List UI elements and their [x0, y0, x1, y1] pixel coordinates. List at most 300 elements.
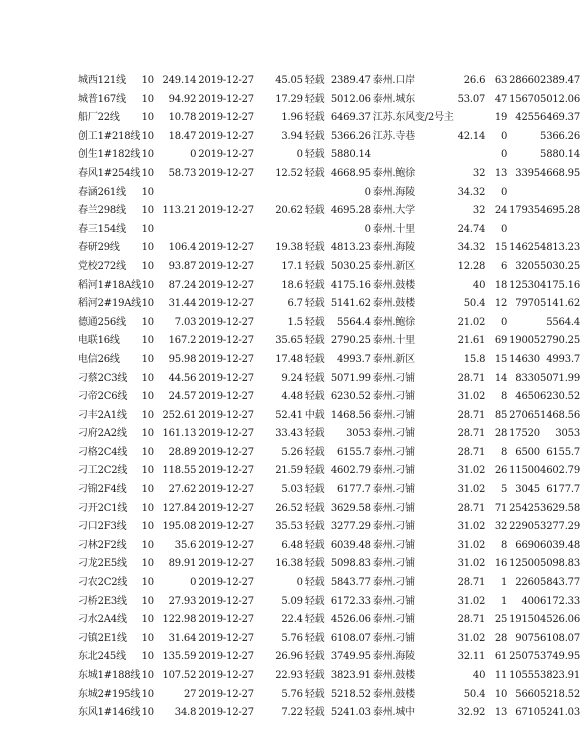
cell-11-cell: 3045	[515, 484, 540, 496]
capacity-cell: 0	[364, 223, 371, 235]
cell-9-cell: 31.02	[457, 558, 486, 570]
capacity-cell: 4993.7	[336, 353, 371, 365]
cell-12-cell: 5843.77	[540, 577, 580, 589]
cell-12-cell: 4695.28	[540, 205, 580, 217]
capacity-cell: 6108.07	[330, 632, 371, 644]
load-status-cell: 轻载	[304, 428, 325, 440]
voltage-cell: 10	[141, 521, 154, 533]
table-row	[78, 574, 580, 593]
cell-12-cell: 5098.83	[540, 558, 580, 570]
load-rate-cell: 20.62	[275, 205, 303, 217]
cell-10-cell: 14	[494, 372, 508, 384]
load-rate-cell: 45.05	[275, 75, 303, 86]
cell-12-cell: 3823.91	[540, 670, 580, 681]
load-status-cell: 轻载	[304, 205, 325, 217]
cell-12-cell	[540, 221, 580, 240]
line-name-cell: 刁丰2A1线	[78, 409, 127, 421]
cell-10-cell: 28	[494, 428, 508, 440]
capacity-cell: 5366.26	[330, 130, 371, 142]
table-row	[78, 184, 580, 203]
load-rate-cell	[254, 184, 303, 203]
substation-cell: 泰州.海陵	[372, 242, 415, 254]
table-row	[78, 128, 580, 147]
line-name-cell: 刁水2A4线	[78, 614, 127, 626]
cell-12-cell: 5366.26	[540, 130, 580, 142]
cell-10-cell: 8	[501, 391, 508, 403]
load-rate-cell: 35.65	[275, 335, 303, 347]
load-status-cell: 轻载	[304, 353, 325, 365]
cell-12-cell: 5880.14	[540, 149, 580, 161]
load-status-cell: 轻载	[304, 465, 325, 477]
table-row	[78, 686, 580, 705]
load-value-cell: 94.92	[168, 93, 197, 105]
line-name-cell: 创生1#182线	[78, 149, 141, 161]
load-status-cell: 轻载	[304, 372, 325, 384]
load-value-cell: 113.21	[162, 205, 197, 217]
capacity-cell: 6155.7	[336, 446, 371, 458]
load-rate-cell: 5.26	[281, 446, 303, 458]
line-name-cell: 刁帝2C6线	[78, 391, 128, 403]
table-row	[78, 72, 580, 91]
load-value-cell: 28.89	[168, 446, 197, 458]
cell-9-cell: 32	[472, 205, 486, 217]
capacity-cell: 2790.25	[330, 335, 371, 347]
voltage-cell: 10	[141, 130, 154, 142]
cell-10-cell: 1	[501, 595, 508, 607]
cell-9-cell: 28.71	[457, 409, 486, 421]
load-status-cell: 中载	[304, 409, 325, 421]
cell-10-cell: 18	[494, 279, 508, 291]
load-value-cell: 93.87	[168, 260, 197, 272]
table-row	[78, 109, 580, 128]
cell-9-cell: 28.71	[457, 428, 486, 440]
capacity-cell: 3277.29	[330, 521, 371, 533]
substation-cell: 泰州.城中	[372, 707, 415, 719]
load-status-cell: 轻载	[304, 707, 325, 719]
date-cell: 2019-12-27	[198, 465, 254, 477]
load-rate-cell: 17.1	[281, 260, 303, 272]
capacity-cell: 5071.99	[330, 372, 371, 384]
load-rate-cell: 4.48	[281, 391, 303, 403]
capacity-cell: 5880.14	[330, 149, 371, 161]
cell-12-cell: 4813.23	[540, 242, 580, 254]
date-cell: 2019-12-27	[198, 502, 254, 514]
substation-cell: 泰州.刁铺	[372, 391, 415, 403]
date-cell: 2019-12-27	[198, 316, 254, 328]
load-value-cell: 31.64	[168, 632, 197, 644]
cell-11-cell: 2260	[515, 577, 540, 589]
cell-11-cell	[507, 146, 540, 165]
voltage-cell: 10	[141, 279, 154, 291]
cell-9-cell: 42.14	[457, 130, 486, 142]
load-status-cell: 轻载	[304, 279, 325, 291]
substation-cell: 泰州.刁铺	[372, 558, 415, 570]
load-value-cell: 27.93	[168, 595, 197, 607]
voltage-cell: 10	[141, 93, 154, 105]
cell-12-cell: 6155.7	[546, 446, 580, 458]
table-row	[78, 555, 580, 574]
table-row	[78, 667, 580, 686]
load-value-cell: 127.84	[162, 502, 197, 514]
capacity-cell: 6230.52	[330, 391, 371, 403]
cell-12-cell: 2389.47	[540, 75, 580, 86]
cell-12-cell: 4993.7	[546, 353, 580, 365]
line-name-cell: 春风1#254线	[78, 167, 141, 179]
load-rate-cell: 0	[296, 149, 303, 161]
capacity-cell: 4695.28	[330, 205, 371, 217]
load-value-cell: 106.4	[168, 242, 197, 254]
date-cell: 2019-12-27	[198, 595, 254, 607]
substation-cell: 泰州.海陵	[372, 651, 415, 663]
voltage-cell: 10	[141, 335, 154, 347]
cell-11-cell	[507, 221, 540, 240]
table-row	[78, 593, 580, 612]
date-cell: 2019-12-27	[198, 149, 254, 161]
load-status-cell: 轻载	[304, 539, 325, 551]
load-rate-cell: 17.29	[275, 93, 303, 105]
cell-12-cell: 3629.58	[540, 502, 580, 514]
table-row	[78, 351, 580, 370]
load-rate-cell: 0	[296, 577, 303, 589]
table-row	[78, 370, 580, 389]
table-row	[78, 239, 580, 258]
voltage-cell: 10	[141, 446, 154, 458]
cell-11-cell: 7970	[515, 298, 540, 310]
voltage-cell: 10	[141, 205, 154, 217]
line-name-cell: 东风1#146线	[78, 707, 141, 719]
table-row	[78, 444, 580, 463]
load-status-cell: 轻载	[304, 502, 325, 514]
line-name-cell: 春三154线	[78, 223, 126, 235]
table-row	[78, 462, 580, 481]
load-status-cell: 轻载	[304, 242, 325, 254]
substation-cell: 泰州.刁铺	[372, 484, 415, 496]
cell-9-cell: 31.02	[457, 465, 486, 477]
substation-cell: 泰州.刁铺	[372, 465, 415, 477]
load-rate-cell: 5.76	[281, 688, 303, 700]
cell-11-cell: 400	[521, 595, 540, 607]
cell-9-cell: 50.4	[463, 688, 486, 700]
cell-10-cell: 10	[494, 688, 508, 700]
cell-9-cell: 31.02	[457, 391, 486, 403]
line-name-cell: 创工1#218线	[78, 130, 141, 142]
voltage-cell: 10	[141, 558, 154, 570]
cell-12-cell: 5218.52	[540, 688, 580, 700]
table-row	[78, 630, 580, 649]
cell-9-cell: 50.4	[463, 298, 486, 310]
load-rate-cell: 1.96	[281, 112, 303, 124]
substation-cell: 泰州.刁铺	[372, 614, 415, 626]
cell-10-cell: 32	[494, 521, 508, 533]
load-value-cell: 7.03	[174, 316, 197, 328]
load-value-cell: 87.24	[168, 279, 197, 291]
cell-12-cell: 6108.07	[540, 632, 580, 644]
cell-9-cell: 28.71	[457, 372, 486, 384]
capacity-cell: 3823.91	[330, 670, 371, 681]
load-rate-cell: 9.24	[281, 372, 303, 384]
load-value-cell: 89.91	[168, 558, 197, 570]
line-name-cell: 刁工2C2线	[78, 465, 128, 477]
load-rate-cell: 26.52	[275, 502, 303, 514]
load-status-cell: 轻载	[304, 521, 325, 533]
line-name-cell: 刁口2F3线	[78, 521, 127, 533]
date-cell: 2019-12-27	[198, 112, 254, 124]
voltage-cell: 10	[141, 465, 154, 477]
cell-10-cell: 12	[494, 298, 508, 310]
capacity-cell: 6177.7	[336, 484, 371, 496]
load-rate-cell: 52.41	[275, 409, 303, 421]
line-name-cell: 刁府2A2线	[78, 428, 127, 440]
voltage-cell: 10	[141, 707, 154, 719]
data-table	[78, 72, 580, 723]
voltage-cell: 10	[141, 539, 154, 551]
load-rate-cell: 5.03	[281, 484, 303, 496]
cell-11-cell: 12500	[509, 558, 540, 570]
date-cell: 2019-12-27	[198, 372, 254, 384]
load-value-cell: 24.57	[168, 391, 197, 403]
date-cell: 2019-12-27	[198, 446, 254, 458]
date-cell: 2019-12-27	[198, 167, 254, 179]
line-name-cell: 东城2#195线	[78, 688, 141, 700]
cell-10-cell: 8	[501, 539, 508, 551]
load-rate-cell: 17.48	[275, 353, 303, 365]
voltage-cell: 10	[141, 186, 154, 198]
load-rate-cell: 19.38	[275, 242, 303, 254]
load-status-cell: 轻载	[304, 577, 325, 589]
voltage-cell: 10	[141, 372, 154, 384]
load-rate-cell: 5.76	[281, 632, 303, 644]
capacity-cell: 5012.06	[330, 93, 371, 105]
cell-11-cell: 22905	[509, 521, 540, 533]
cell-11-cell: 3205	[515, 260, 540, 272]
capacity-cell: 3053	[346, 428, 371, 440]
table-row	[78, 332, 580, 351]
load-status-cell: 轻载	[304, 558, 325, 570]
date-cell: 2019-12-27	[198, 93, 254, 105]
load-rate-cell: 35.53	[275, 521, 303, 533]
capacity-cell: 4175.16	[330, 279, 371, 291]
substation-cell: 泰州.刁铺	[372, 372, 415, 384]
load-status-cell: 轻载	[304, 112, 325, 124]
load-value-cell: 252.61	[162, 409, 197, 421]
cell-12-cell: 5241.03	[540, 707, 580, 719]
date-cell: 2019-12-27	[198, 279, 254, 291]
date-cell: 2019-12-27	[198, 577, 254, 589]
line-name-cell: 东城1#188线	[78, 670, 141, 681]
load-status-cell: 轻载	[304, 93, 325, 105]
cell-9-cell: 31.02	[457, 484, 486, 496]
load-value-cell: 107.52	[162, 670, 197, 681]
cell-10-cell: 1	[501, 577, 508, 589]
date-cell: 2019-12-27	[198, 298, 254, 310]
table-row	[78, 221, 580, 240]
table-row	[78, 388, 580, 407]
voltage-cell: 10	[141, 167, 154, 179]
voltage-cell: 10	[141, 353, 154, 365]
voltage-cell: 10	[141, 391, 154, 403]
cell-11-cell: 14630	[509, 353, 540, 365]
load-status-cell: 轻载	[304, 298, 325, 310]
capacity-cell: 5098.83	[330, 558, 371, 570]
load-status-cell: 轻载	[304, 632, 325, 644]
cell-9-cell: 40	[472, 670, 486, 681]
line-name-cell: 稻河2#19A线	[78, 298, 142, 310]
load-rate-cell: 5.09	[281, 595, 303, 607]
load-status-cell: 轻载	[304, 130, 325, 142]
cell-11-cell: 12530	[509, 279, 540, 291]
line-name-cell: 刁蔡2C3线	[78, 372, 128, 384]
substation-cell: 泰州.刁铺	[372, 446, 415, 458]
cell-11-cell: 11500	[509, 465, 540, 477]
cell-10-cell: 0	[501, 223, 508, 235]
line-name-cell: 船厂22线	[78, 112, 120, 124]
cell-10-cell: 0	[501, 316, 508, 328]
cell-9-cell: 21.02	[457, 316, 486, 328]
substation-cell: 泰州.鼓楼	[372, 279, 415, 291]
capacity-cell: 6039.48	[330, 539, 371, 551]
voltage-cell: 10	[141, 223, 154, 235]
load-rate-cell: 6.48	[281, 539, 303, 551]
cell-12-cell: 4526.06	[540, 614, 580, 626]
line-name-cell: 城普167线	[78, 93, 126, 105]
date-cell	[196, 221, 254, 240]
capacity-cell: 6172.33	[330, 595, 371, 607]
line-name-cell: 刁格2C4线	[78, 446, 128, 458]
date-cell: 2019-12-27	[198, 353, 254, 365]
table-row	[78, 258, 580, 277]
table-row	[78, 295, 580, 314]
cell-12-cell: 5141.62	[540, 298, 580, 310]
cell-11-cell: 17520	[509, 428, 540, 440]
table-row	[78, 91, 580, 110]
voltage-cell: 10	[141, 595, 154, 607]
cell-9-cell: 28.71	[457, 502, 486, 514]
date-cell: 2019-12-27	[198, 614, 254, 626]
substation-cell: 泰州.鲍徐	[372, 167, 415, 179]
cell-9-cell: 40	[472, 279, 486, 291]
table-row	[78, 611, 580, 630]
cell-10-cell: 69	[494, 335, 508, 347]
cell-9-cell: 12.28	[457, 260, 486, 272]
cell-10-cell: 63	[494, 75, 508, 86]
line-name-cell: 刁农2C2线	[78, 577, 128, 589]
date-cell: 2019-12-27	[198, 428, 254, 440]
substation-cell: 泰州.新区	[372, 260, 415, 272]
cell-11-cell: 4650	[515, 391, 540, 403]
cell-11-cell: 3395	[515, 167, 540, 179]
capacity-cell: 2389.47	[330, 75, 371, 86]
line-name-cell: 德通256线	[78, 316, 126, 328]
load-rate-cell: 33.43	[275, 428, 303, 440]
load-status-cell: 轻载	[304, 316, 325, 328]
cell-10-cell: 13	[494, 707, 508, 719]
load-rate-cell: 12.52	[275, 167, 303, 179]
load-status-cell: 轻载	[304, 260, 325, 272]
date-cell: 2019-12-27	[198, 484, 254, 496]
cell-9-cell: 31.02	[457, 595, 486, 607]
voltage-cell: 10	[141, 409, 154, 421]
cell-10-cell: 8	[501, 446, 508, 458]
cell-12-cell: 1468.56	[540, 409, 580, 421]
cell-10-cell: 0	[501, 130, 508, 142]
table-row	[78, 704, 580, 723]
load-value-cell: 0	[190, 149, 197, 161]
cell-11-cell: 19005	[509, 335, 540, 347]
capacity-cell: 6469.37	[330, 112, 371, 124]
date-cell: 2019-12-27	[198, 242, 254, 254]
voltage-cell: 10	[141, 614, 154, 626]
load-status-cell: 轻载	[304, 670, 325, 681]
load-value-cell: 31.44	[168, 298, 197, 310]
voltage-cell: 10	[141, 260, 154, 272]
cell-10-cell: 19	[494, 112, 508, 124]
cell-9-cell: 21.61	[457, 335, 486, 347]
cell-11-cell: 27065	[509, 409, 540, 421]
cell-12-cell: 3277.29	[540, 521, 580, 533]
date-cell: 2019-12-27	[198, 205, 254, 217]
line-name-cell: 刁林2F2线	[78, 539, 127, 551]
voltage-cell: 10	[141, 316, 154, 328]
capacity-cell: 4526.06	[330, 614, 371, 626]
load-value-cell: 27.62	[168, 484, 197, 496]
cell-9-cell: 32.11	[457, 651, 486, 663]
substation-cell	[371, 146, 454, 165]
load-value-cell: 10.78	[168, 112, 197, 124]
date-cell: 2019-12-27	[198, 260, 254, 272]
substation-cell: 泰州.十里	[372, 335, 415, 347]
load-rate-cell: 1.5	[287, 316, 303, 328]
cell-10-cell: 25	[494, 614, 508, 626]
cell-11-cell: 4255	[515, 112, 540, 124]
load-status-cell: 轻载	[304, 167, 325, 179]
load-value-cell: 58.73	[168, 167, 197, 179]
date-cell	[196, 184, 254, 203]
capacity-cell: 4602.79	[330, 465, 371, 477]
line-name-cell: 春涵261线	[78, 186, 126, 198]
load-rate-cell: 22.4	[281, 614, 303, 626]
load-value-cell	[162, 184, 196, 203]
cell-12-cell: 6172.33	[540, 595, 580, 607]
line-name-cell: 春兰298线	[78, 205, 126, 217]
line-name-cell: 电信26线	[78, 353, 120, 365]
date-cell: 2019-12-27	[198, 670, 254, 681]
cell-10-cell: 0	[501, 149, 508, 161]
line-name-cell: 电联16线	[78, 335, 120, 347]
substation-cell: 泰州.刁铺	[372, 577, 415, 589]
line-name-cell: 刁开2C1线	[78, 502, 128, 514]
load-value-cell: 135.59	[162, 651, 197, 663]
load-value-cell: 122.98	[162, 614, 197, 626]
table-row	[78, 425, 580, 444]
cell-10-cell: 71	[494, 502, 508, 514]
load-value-cell: 0	[190, 577, 197, 589]
table-row	[78, 314, 580, 333]
date-cell: 2019-12-27	[198, 651, 254, 663]
cell-10-cell: 47	[494, 93, 508, 105]
substation-cell: 泰州.城东	[372, 93, 415, 105]
substation-cell: 泰州.刁铺	[372, 502, 415, 514]
substation-cell: 泰州.十里	[372, 223, 415, 235]
load-rate-cell: 18.6	[281, 279, 303, 291]
load-value-cell: 118.55	[162, 465, 197, 477]
date-cell: 2019-12-27	[198, 409, 254, 421]
load-rate-cell: 3.94	[281, 130, 303, 142]
load-value-cell: 35.6	[174, 539, 197, 551]
load-rate-cell: 22.93	[275, 670, 303, 681]
cell-9-cell: 15.8	[463, 353, 486, 365]
cell-12-cell: 4175.16	[540, 279, 580, 291]
date-cell: 2019-12-27	[198, 632, 254, 644]
